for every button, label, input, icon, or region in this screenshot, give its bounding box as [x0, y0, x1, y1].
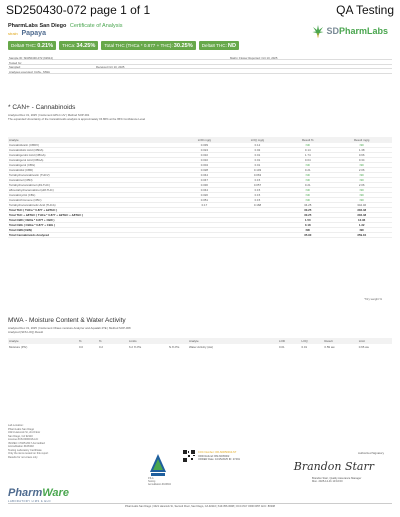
sdpharmlabs-logo: [312, 24, 388, 38]
pill-delta9-thc: Delta9 THC:0.21%: [8, 41, 56, 50]
sample-meta: [8, 55, 392, 74]
cell-analyte: Cannabigerolic Acid (CBGA): [8, 153, 178, 158]
cell-result-mg: ND: [331, 178, 392, 183]
cell-result-pct: ND: [284, 228, 331, 233]
accreditation-seal-icon: [148, 453, 168, 477]
cell-analyte: Cannabichromene (CBC): [8, 198, 178, 203]
cell-lod: 0.004: [178, 163, 231, 168]
cell-analyte: Tetrahydrocannabivarin (THCV): [8, 173, 178, 178]
cell-loq: 0.01: [231, 163, 284, 168]
cell-result-mg: 1.38: [331, 148, 392, 153]
cell-lod: 0.024: [178, 148, 231, 153]
cell-result-mg: ND: [331, 173, 392, 178]
cell-result-mg: 302.48: [331, 213, 392, 218]
mwa-title: MWA - Moisture Content & Water Activity: [8, 317, 126, 324]
table-row: [8, 233, 392, 238]
cell-result-pct: 30.25: [284, 208, 331, 213]
pharmware-wordmark: PharmWare: [8, 487, 69, 499]
cell-analyte: Tetrahydrocannabinolic Acid (THCA): [8, 203, 178, 208]
col-analyte: Analyte: [8, 137, 178, 143]
cell-lod: 0.044: [178, 173, 231, 178]
strain-name: Papaya: [21, 30, 46, 37]
cell-loq: 0.01: [231, 153, 284, 158]
cell-result-mg: 1.32: [331, 223, 392, 228]
coc-info: COC Number: OR-SD050310-ST ORD Refund: RM-6005002 ORDER Date: 10/15/2025 ID: 27491: [198, 451, 240, 462]
cannabinoids-title: * CAN+ - Cannabinoids: [8, 104, 76, 111]
pharmware-logo: [8, 487, 69, 503]
cell-analyte: Total CBD ( CBDa * 0.877 + CBD ): [8, 218, 178, 223]
logo-wordmark: SDPharmLabs: [326, 26, 388, 36]
cell-loq: 0.057: [231, 183, 284, 188]
pill-total-thc: Total THC (THCa * 0.877 + THC):30.25%: [101, 41, 195, 50]
meta-row: Analyses executed: CAN+, MWA: [8, 69, 392, 74]
cell-result-pct: 1.74: [284, 153, 331, 158]
cell-analyte: Cannabidiol (CBD): [8, 168, 178, 173]
qr-code-icon[interactable]: [183, 450, 195, 462]
signature: Brandon Starr: [293, 460, 374, 473]
cannabinoids-table: [8, 137, 392, 238]
cell-result-mg: ND: [331, 228, 392, 233]
cell-loq: 0.168: [231, 203, 284, 208]
cell-result-pct: ND: [284, 193, 331, 198]
cell-lod: 0.051: [178, 198, 231, 203]
cell-lod: 0.010: [178, 153, 231, 158]
cell-lod: 0.17: [178, 203, 231, 208]
cell-loq: 0.02: [231, 148, 284, 153]
cell-analyte: Cannabinol (CBN): [8, 178, 178, 183]
cannabinoids-subtitle: Analyzed Dec 31, 2025 | Instrument HPLC-UV | Method SOP-001 The expanded Uncertainty of the Cannabinoids analysis is approximately ±6.86% at the 95% Confidence Level: [8, 113, 146, 121]
cell-result-pct: ND: [284, 143, 331, 148]
cell-analyte: Total CBG ( CBGa * 0.877 + CBG ): [8, 223, 178, 228]
col-result-pct: Result %: [284, 137, 331, 143]
col-lod: LOD mg/g: [178, 137, 231, 143]
cell-lod: 0.010: [178, 158, 231, 163]
pharmware-tagline: LABORATORY LIMS & ELN: [8, 500, 51, 503]
cell-analyte: Tetrahydrocannabinol (Δ9-THC): [8, 183, 178, 188]
cell-result-pct: 35.90: [284, 233, 331, 238]
pill-thca: THCa:34.25%: [59, 41, 98, 50]
cell-loq: 0.15: [231, 193, 284, 198]
cell-analyte: Total THC ( THCa * 0.877 + Δ9THC ): [8, 208, 178, 213]
potency-summary: [8, 41, 239, 50]
cell-result-pct: 0.21: [284, 183, 331, 188]
document-type: Certificate of Analysis: [69, 23, 123, 29]
cell-result-mg: 342.46: [331, 203, 392, 208]
cell-result-pct: 1.50: [284, 218, 331, 223]
lab-name: PharmLabs San Diego: [8, 23, 67, 29]
pill-delta8-thc: Delta8 THC:ND: [199, 41, 239, 50]
table-row: Moisture (Phr) 0.0 0.2 6.2 % Pls N.% Pls Water Activity (Aw) 0.01 0.01 0.59 aw 0.65 aw: [9, 345, 369, 349]
col-result-mg: Result mg/g: [331, 137, 392, 143]
cell-result-pct: 30.25: [284, 213, 331, 218]
cell-lod: [178, 233, 231, 238]
cell-result-pct: ND: [284, 163, 331, 168]
cell-lod: 0.047: [178, 178, 231, 183]
cell-result-mg: 2.06: [331, 168, 392, 173]
mwa-subtitle: Analyzed Dec 31, 2025 | Instrument Ohaus moisture Analyzer and Aqualab 4TE | Method SOP-008 Analyzed (SFS LOQ) Result: [8, 326, 131, 334]
cell-analyte: Cannabigerol Acid (CBGA): [8, 158, 178, 163]
dry-weight-note: *Dry weight %: [364, 297, 382, 301]
cell-result-mg: ND: [331, 143, 392, 148]
col-loq: LOQ mg/g: [231, 137, 284, 143]
document-title: SD250430-072 page 1 of 1: [6, 3, 151, 17]
cell-result-mg: ND: [331, 188, 392, 193]
cell-result-pct: ND: [284, 188, 331, 193]
cell-result-pct: 0.04: [284, 158, 331, 163]
cell-analyte: Total THC + Δ8THC ( THCa * 0.877 + Δ9THC + Δ8THC ): [8, 213, 178, 218]
table-header-row: Analyte % % Limits Analyte LOD LOQ Result Limit: [8, 338, 392, 344]
top-bar: [0, 0, 400, 20]
signatory-details: Brandon Starr, Quality Assurance Manager Mon. 2025-12-31 10:16:00: [312, 477, 362, 484]
cell-result-pct: 0.18: [284, 223, 331, 228]
cell-lod: 0.030: [178, 183, 231, 188]
cell-loq: 0.15: [231, 178, 284, 183]
cell-loq: 0.15: [231, 188, 284, 193]
meta-row: Tested for:: [8, 60, 392, 65]
cell-result-mg: ND: [331, 193, 392, 198]
cell-analyte: Cannabidiolic Acid (CBDA): [8, 148, 178, 153]
lab-contact-line: PharmLabs San Diego | 3421 Hancock St, Second Floor, San Diego, CA 92110 | 619.356.3098 | OCC.PAY ORR 0057 ACC: 80308: [8, 503, 392, 508]
cell-result-pct: ND: [284, 173, 331, 178]
cell-lod: 0.020: [178, 193, 231, 198]
cannabis-leaf-icon: [312, 24, 324, 38]
cell-analyte: Cannabicyclol (CBL): [8, 193, 178, 198]
cell-lod: 0.044: [178, 188, 231, 193]
qa-testing-label: QA Testing: [336, 3, 394, 17]
cell-loq: 0.15: [231, 198, 284, 203]
cell-lod: 0.039: [178, 143, 231, 148]
cell-analyte: Δ8-tetrahydrocannabinol (Δ8-THC): [8, 188, 178, 193]
cell-loq: 0.12: [231, 143, 284, 148]
cell-lod: 0.028: [178, 168, 231, 173]
cell-result-mg: 2.06: [331, 183, 392, 188]
cell-loq: 0.063: [231, 173, 284, 178]
lab-header: [8, 23, 123, 29]
cell-result-pct: 0.14: [284, 148, 331, 153]
coa-sheet: [8, 20, 392, 517]
cell-result-mg: ND: [331, 198, 392, 203]
cell-result-mg: 359.04: [331, 233, 392, 238]
mwa-table: [8, 338, 392, 350]
cell-loq: 0.103: [231, 168, 284, 173]
authorized-signatory-label: Authorized Signatory: [358, 451, 384, 455]
cell-result-mg: 0.34: [331, 158, 392, 163]
meta-row: Sample ID: SD250430-072 (92914) Matrix: Flower Reported: Oct 10, 2025: [8, 55, 392, 60]
meta-row: Sampled: Received Oct 10, 2025: [8, 65, 392, 70]
cell-result-pct: 34.25: [284, 203, 331, 208]
cell-analyte: Total CBN (CBN): [8, 228, 178, 233]
cell-analyte: Total Cannabinoids Analyzed: [8, 233, 178, 238]
strain-line: [8, 30, 46, 37]
cell-result-pct: ND: [284, 198, 331, 203]
cell-result-mg: ND: [331, 163, 392, 168]
cell-result-mg: 0.66: [331, 153, 392, 158]
cell-result-pct: ND: [284, 178, 331, 183]
strain-tag: strain: [8, 31, 18, 36]
lab-address-block: Lab Location: PharmLabs San Diego 3421 Hancock St, 2nd Floor San Diego, CA 92110 License #C8-0000016-LIC ISO/IEC 17025:2017 Accredited Accreditation #106302 Testing Laboratory Certificate Only the items tested on this report Results for non-trace only: [8, 424, 49, 459]
cell-loq: [231, 233, 284, 238]
cell-analyte: Cannabigerol (CBG): [8, 163, 178, 168]
cell-result-mg: 12.96: [331, 218, 392, 223]
cell-loq: 0.01: [231, 158, 284, 163]
accreditation-seal-text: PJLA Testing Accreditation #106302: [148, 478, 171, 486]
cell-result-pct: 0.21: [284, 168, 331, 173]
cell-analyte: Cannabidivarin (CBDV): [8, 143, 178, 148]
cell-result-mg: 302.48: [331, 208, 392, 213]
